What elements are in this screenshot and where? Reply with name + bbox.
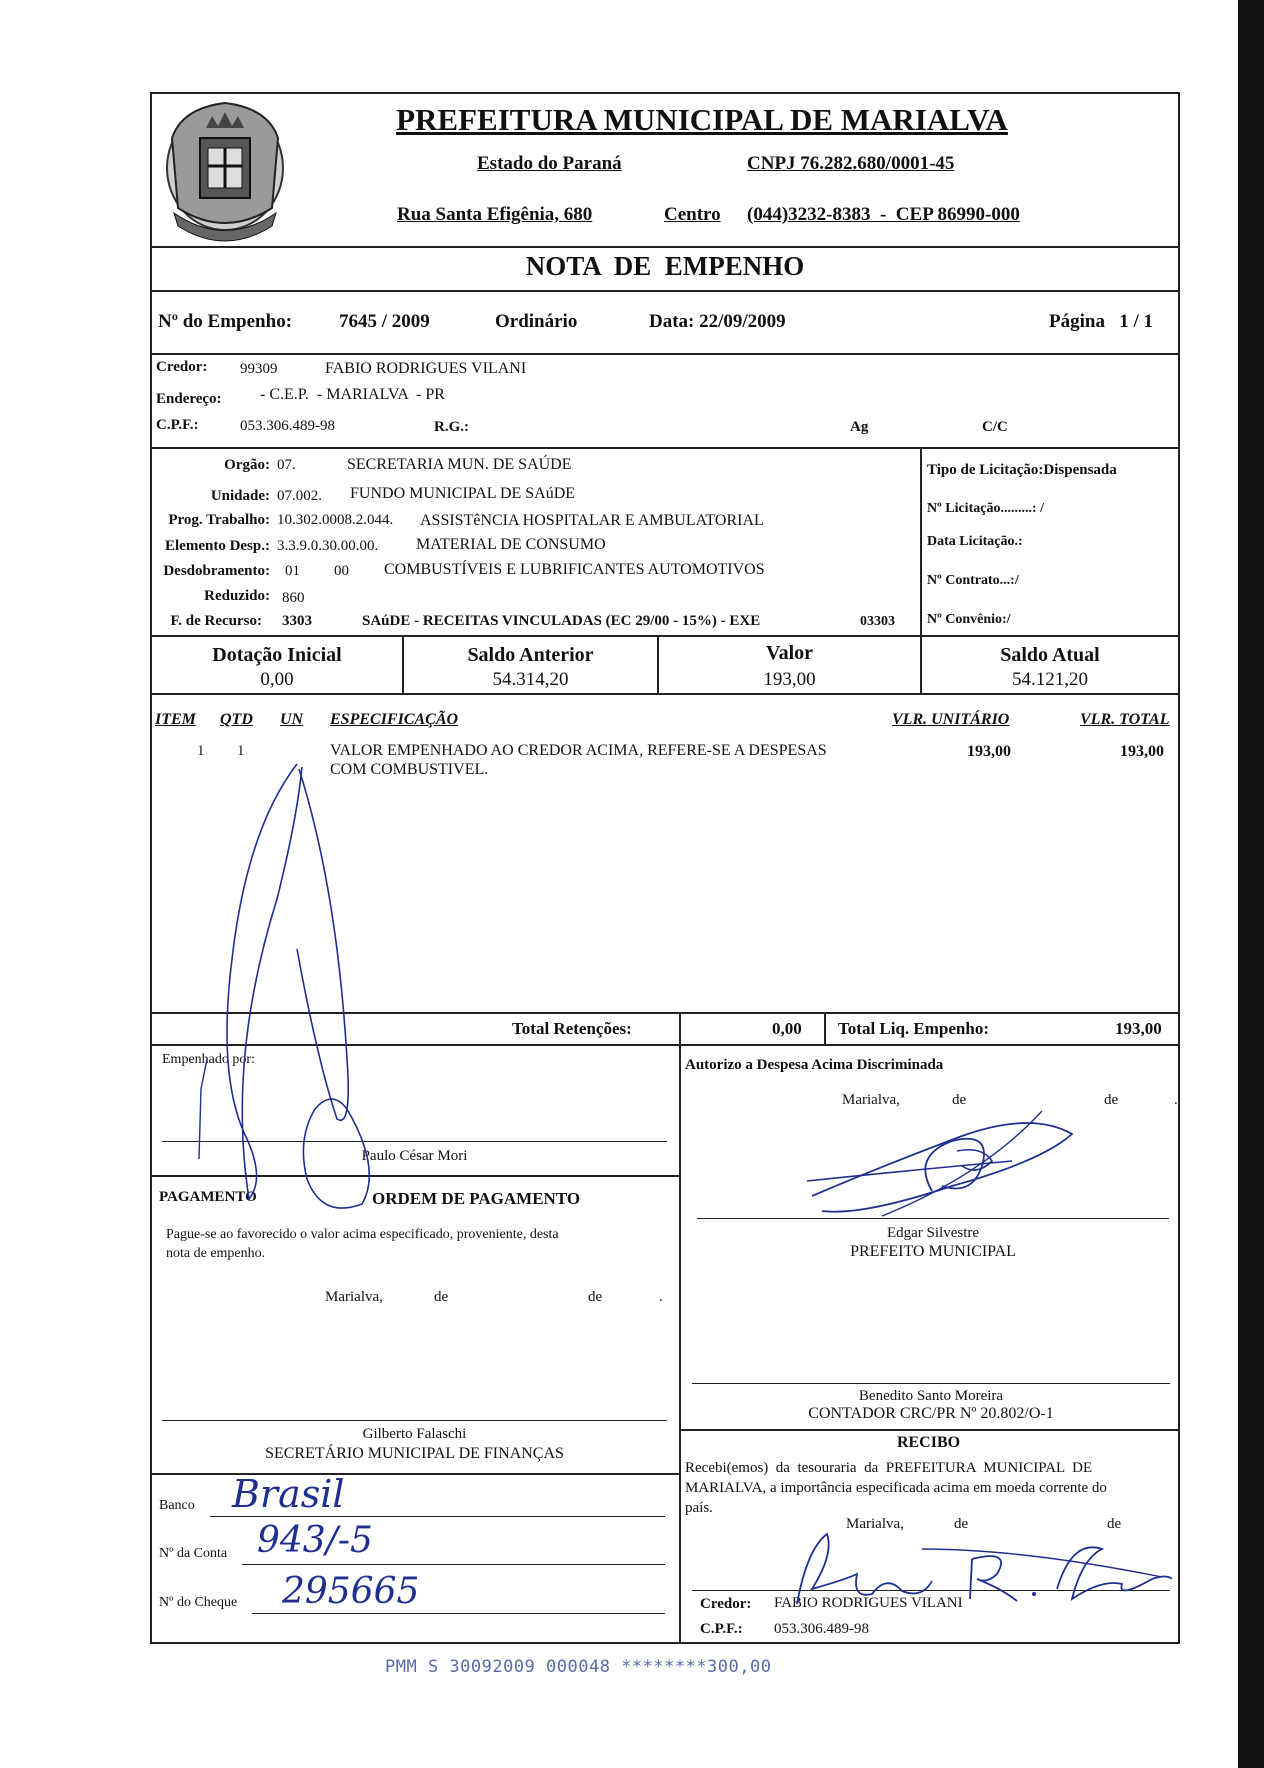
banco-label: Banco — [159, 1498, 195, 1513]
unidade-code: 07.002. — [277, 488, 322, 504]
numero-licitacao: Nº Licitação.........: / — [927, 501, 1044, 516]
recurso-name: SAúDE - RECEITAS VINCULADAS (EC 29/00 - 15%) - EXE — [362, 613, 761, 629]
pagamento-label: PAGAMENTO — [159, 1189, 257, 1205]
ag-label: Ag — [850, 419, 869, 435]
cheque-label: Nº do Cheque — [159, 1595, 238, 1610]
pagamento-city: Marialva, — [325, 1289, 383, 1305]
endereco-label: Endereço: — [156, 391, 222, 407]
credor-code: 99309 — [240, 361, 278, 377]
recibo-credor-label: Credor: — [700, 1596, 752, 1612]
elemento-name: MATERIAL DE CONSUMO — [416, 536, 606, 553]
retencoes-value: 0,00 — [772, 1019, 802, 1038]
doc-title: NOTA DE EMPENHO — [525, 251, 805, 281]
reduzido-label: Reduzido: — [204, 588, 270, 604]
numero-convenio: Nº Convênio:/ — [927, 612, 1011, 627]
pagamento-text-line1: Pague-se ao favorecido o valor acima especificado, proveniente, desta — [166, 1227, 559, 1242]
scan-edge — [1238, 0, 1264, 1768]
recibo-cpf: 053.306.489-98 — [774, 1621, 869, 1637]
nota-de-empenho-document — [150, 92, 1180, 1644]
col-item: ITEM — [155, 711, 196, 728]
pagamento-text-line2: nota de empenho. — [166, 1246, 266, 1261]
credor-name: FABIO RODRIGUES VILANI — [325, 360, 527, 377]
rg-label: R.G.: — [434, 419, 469, 435]
orgao-code: 07. — [277, 457, 296, 473]
col-especificacao: ESPECIFICAÇÃO — [330, 711, 459, 728]
recibo-cpf-label: C.P.F.: — [700, 1621, 743, 1637]
orgao-name: SECRETARIA MUN. DE SAÚDE — [347, 456, 572, 473]
recibo-text-line3: país. — [685, 1500, 713, 1516]
recibo-title: RECIBO — [896, 1434, 961, 1451]
col-un: UN — [280, 711, 304, 728]
recurso-label: F. de Recurso: — [170, 613, 262, 629]
cheque-handwritten: 295665 — [282, 1571, 420, 1612]
credor-address: - C.E.P. - MARIALVA - PR — [260, 386, 445, 403]
prog-label: Prog. Trabalho: — [168, 512, 270, 528]
recibo-city: Marialva, — [846, 1516, 904, 1532]
header-state: Estado do Paraná — [477, 153, 622, 174]
autorizo-dot: . — [1174, 1092, 1178, 1108]
unidade-name: FUNDO MUNICIPAL DE SAúDE — [350, 485, 576, 502]
col-vlr-unitario: VLR. UNITÁRIO — [892, 711, 1010, 728]
retencoes-label: Total Retenções: — [512, 1019, 632, 1038]
recibo-de2: de — [1107, 1516, 1122, 1532]
saldo-atual-value: 54.121,20 — [1012, 669, 1088, 690]
recurso-code: 3303 — [282, 613, 312, 629]
recibo-credor-name: FABIO RODRIGUES VILANI — [774, 1595, 963, 1611]
empenhado-signature — [187, 759, 377, 1239]
empenho-number: 7645 / 2009 — [339, 311, 430, 332]
col-vlr-total: VLR. TOTAL — [1080, 711, 1170, 728]
empenho-date: Data: 22/09/2009 — [649, 311, 786, 332]
credor-label: Credor: — [156, 359, 208, 375]
header-address: Rua Santa Efigênia, 680 — [397, 204, 593, 225]
elemento-code: 3.3.9.0.30.00.00. — [277, 538, 379, 554]
prefeito-signature — [802, 1106, 1092, 1221]
desdobramento-name: COMBUSTÍVEIS E LUBRIFICANTES AUTOMOTIVOS — [384, 561, 765, 578]
cc-label: C/C — [982, 419, 1008, 435]
item-spec-line1: VALOR EMPENHADO AO CREDOR ACIMA, REFERE-SE A DESPESAS — [330, 742, 827, 759]
item-vlr-unitario: 193,00 — [967, 743, 1011, 760]
reduzido-value: 860 — [282, 590, 305, 606]
pagamento-de2: de — [588, 1289, 603, 1305]
valor-value: 193,00 — [763, 669, 816, 690]
elemento-label: Elemento Desp.: — [165, 538, 270, 554]
autorizo-city: Marialva, — [842, 1092, 900, 1108]
item-vlr-total: 193,00 — [1120, 743, 1164, 760]
empenhado-label: Empenhado por: — [162, 1052, 255, 1067]
secretario-role: SECRETÁRIO MUNICIPAL DE FINANÇAS — [265, 1445, 564, 1462]
autorizo-label: Autorizo a Despesa Acima Discriminada — [685, 1057, 944, 1073]
banco-handwritten: Brasil — [232, 1472, 345, 1516]
desdobramento-label: Desdobramento: — [163, 563, 270, 579]
liq-empenho-label: Total Liq. Empenho: — [838, 1019, 989, 1038]
prog-code: 10.302.0008.2.044. — [277, 512, 394, 528]
saldo-anterior-label: Saldo Anterior — [467, 644, 594, 666]
recibo-text-line2: MARIALVA, a importância especificada acima em moeda corrente do — [685, 1480, 1107, 1496]
recurso-number: 03303 — [860, 614, 895, 629]
conta-label: Nº da Conta — [159, 1546, 228, 1561]
orgao-label: Orgão: — [224, 457, 270, 473]
dotacao-label: Dotação Inicial — [212, 644, 342, 666]
recibo-signature — [772, 1519, 1172, 1614]
tipo-licitacao: Tipo de Licitação:Dispensada — [927, 462, 1117, 478]
header-cnpj: CNPJ 76.282.680/0001-45 — [747, 153, 955, 174]
pagamento-de1: de — [434, 1289, 449, 1305]
autorizo-de1: de — [952, 1092, 967, 1108]
conta-handwritten: 943/-5 — [257, 1520, 373, 1561]
desdobramento-a: 01 — [285, 563, 300, 579]
header-title: PREFEITURA MUNICIPAL DE MARIALVA — [396, 102, 1008, 137]
pagamento-dot: . — [659, 1289, 663, 1305]
empenho-type: Ordinário — [495, 311, 578, 332]
col-qtd: QTD — [220, 711, 253, 728]
prefeito-signer: Edgar Silvestre — [886, 1225, 980, 1241]
data-licitacao: Data Licitação.: — [927, 534, 1023, 549]
contador-role: CONTADOR CRC/PR Nº 20.802/O-1 — [808, 1405, 1054, 1422]
cpf-label: C.P.F.: — [156, 417, 199, 433]
empenhado-signer: Paulo César Mori — [361, 1148, 468, 1164]
ordem-pagamento-label: ORDEM DE PAGAMENTO — [372, 1189, 581, 1208]
credor-cpf: 053.306.489-98 — [240, 418, 335, 434]
prog-name: ASSISTêNCIA HOSPITALAR E AMBULATORIAL — [420, 512, 764, 529]
autorizo-de2: de — [1104, 1092, 1119, 1108]
dotacao-value: 0,00 — [260, 669, 294, 690]
header-district: Centro — [664, 204, 721, 225]
contador-signer: Benedito Santo Moreira — [858, 1388, 1004, 1404]
coat-of-arms-icon — [162, 98, 288, 248]
recibo-de1: de — [954, 1516, 969, 1532]
secretario-signer: Gilberto Falaschi — [362, 1426, 467, 1442]
item-number: 1 — [197, 743, 205, 759]
empenho-label: Nº do Empenho: — [158, 311, 293, 332]
page-number: Página 1 / 1 — [1049, 311, 1153, 332]
item-spec-line2: COM COMBUSTIVEL. — [330, 761, 489, 778]
numero-contrato: Nº Contrato...:/ — [927, 573, 1019, 588]
saldo-anterior-value: 54.314,20 — [492, 669, 569, 690]
unidade-label: Unidade: — [210, 488, 270, 504]
desdobramento-b: 00 — [334, 563, 349, 579]
saldo-atual-label: Saldo Atual — [1000, 644, 1100, 666]
cashier-stamp: PMM S 30092009 000048 ********300,00 — [385, 1657, 772, 1677]
liq-empenho-value: 193,00 — [1115, 1019, 1162, 1038]
item-qtd: 1 — [237, 743, 245, 759]
prefeito-role: PREFEITO MUNICIPAL — [850, 1243, 1016, 1260]
valor-label: Valor — [765, 642, 814, 664]
recibo-text-line1: Recebi(emos) da tesouraria da PREFEITURA MUNICIPAL DE — [685, 1460, 1093, 1476]
header-phone-cep: (044)3232-8383 - CEP 86990-000 — [747, 204, 1020, 225]
